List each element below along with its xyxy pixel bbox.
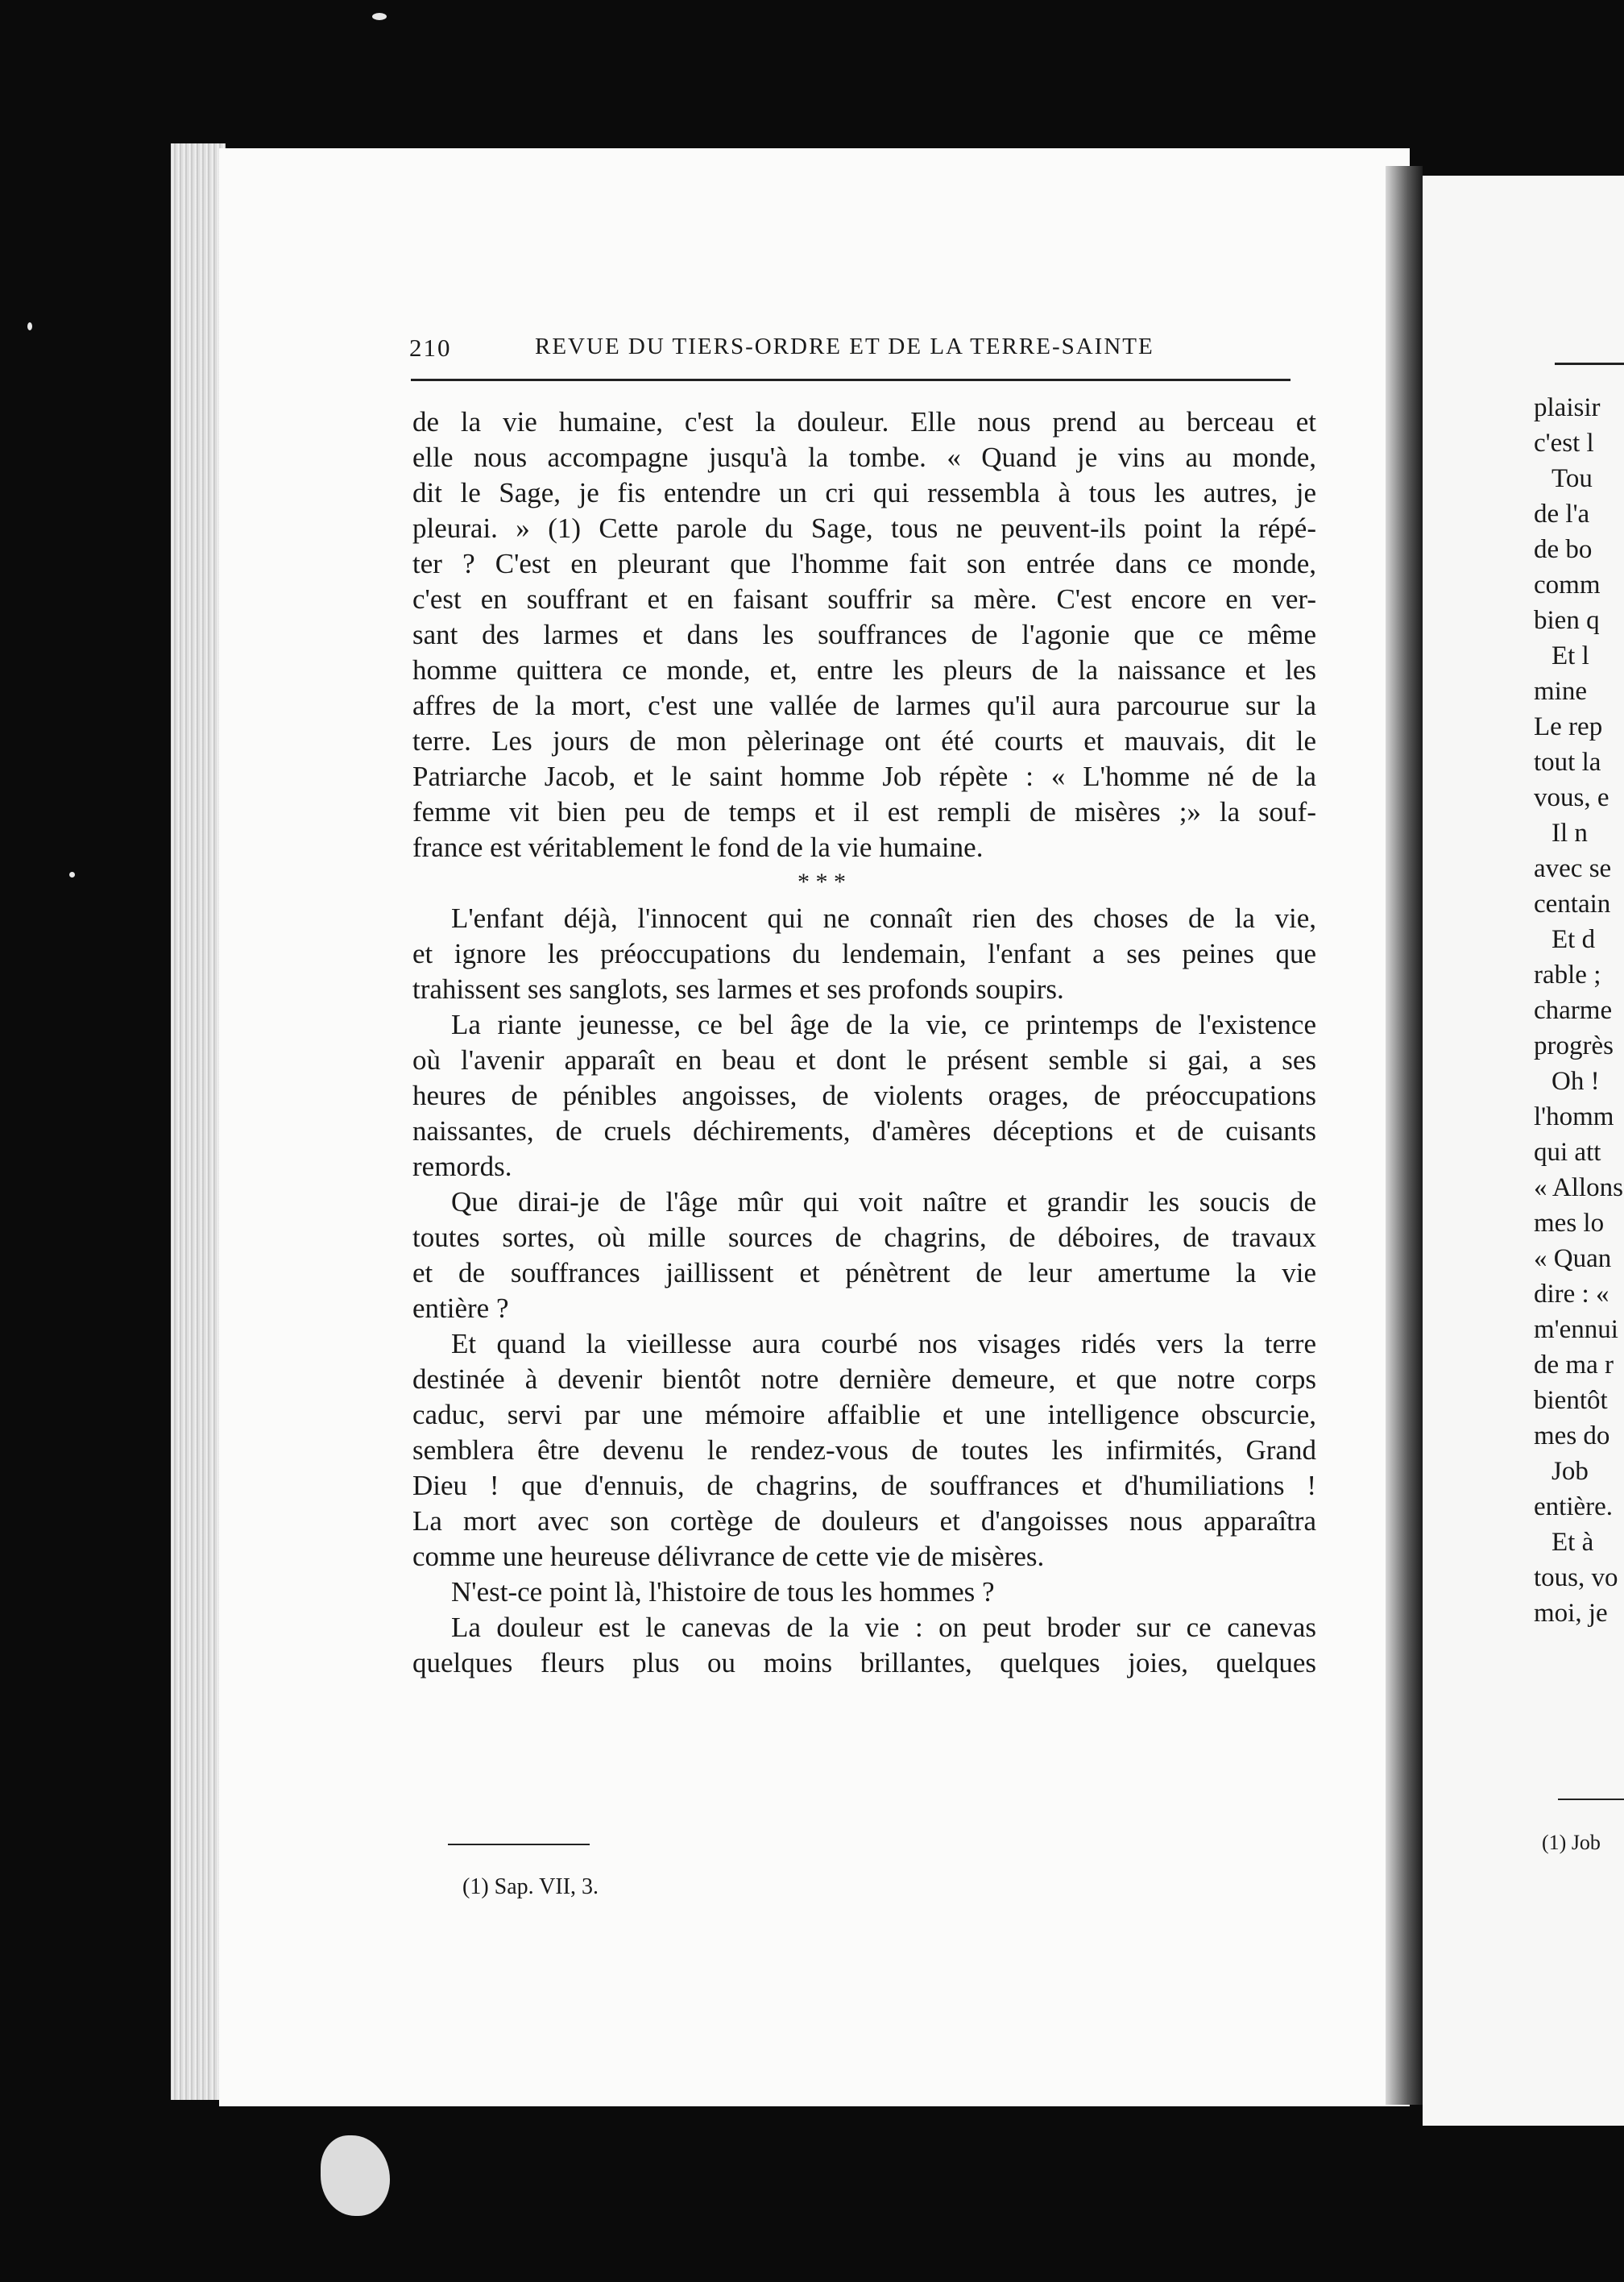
footnote-rule xyxy=(448,1844,590,1845)
right-page-text xyxy=(1534,390,1624,1631)
text-line: et de souffrances jaillissent et pénètrent de leur amertume la vie xyxy=(412,1257,1316,1288)
right-footnote: (1) Job xyxy=(1542,1831,1601,1854)
text-line: progrès xyxy=(1534,1031,1614,1060)
text-line: entière ? xyxy=(412,1292,509,1324)
footnote: (1) Sap. VII, 3. xyxy=(462,1874,599,1899)
text-line: Et d xyxy=(1552,925,1596,954)
text-line: l'homm xyxy=(1534,1102,1614,1131)
text-line: tout la xyxy=(1534,748,1601,777)
text-line: rable ; xyxy=(1534,961,1601,990)
text-line: La mort avec son cortège de douleurs et d'angoisses nous apparaîtra xyxy=(412,1505,1316,1537)
text-line: homme quittera ce monde, et, entre les pleurs de la naissance et les xyxy=(412,654,1316,686)
section-separator xyxy=(412,865,1316,901)
text-line: La douleur est le canevas de la vie : on peut broder sur ce canevas xyxy=(451,1612,1316,1643)
text-line: et ignore les préoccupations du lendemain, l'enfant a ses peines que xyxy=(412,938,1316,969)
text-line: Job xyxy=(1552,1457,1589,1486)
text-line: caduc, servi par une mémoire affaiblie et une intelligence obscurcie, xyxy=(412,1399,1316,1430)
text-line: moi, je xyxy=(1534,1599,1608,1628)
text-line: Dieu ! que d'ennuis, de chagrins, de souffrances et d'humiliations ! xyxy=(412,1470,1316,1501)
page-header xyxy=(409,334,1287,366)
text-line: « Allons xyxy=(1534,1173,1623,1202)
text-line: mine xyxy=(1534,677,1587,706)
asterism: * * * xyxy=(798,869,846,895)
text-line: où l'avenir apparaît en beau et dont le présent semble si gai, a ses xyxy=(412,1044,1316,1076)
dust-speck xyxy=(372,13,387,20)
text-line: toutes sortes, où mille sources de chagrins, de déboires, de travaux xyxy=(412,1222,1316,1253)
text-line: comme une heureuse délivrance de cette vie de misères. xyxy=(412,1541,1045,1572)
body-text xyxy=(412,405,1316,1681)
dust-speck xyxy=(321,2135,390,2216)
text-line: elle nous accompagne jusqu'à la tombe. « Quand je vins au monde, xyxy=(412,442,1316,473)
text-line: Et quand la vieillesse aura courbé nos visages ridés vers la terre xyxy=(451,1328,1316,1359)
right-header-rule xyxy=(1555,363,1624,365)
text-line: avec se xyxy=(1534,854,1612,883)
text-line: destinée à devenir bientôt notre dernière demeure, et que notre corps xyxy=(412,1363,1316,1395)
page-stack-edge xyxy=(171,143,226,2100)
text-line: de ma r xyxy=(1534,1351,1614,1380)
text-line: bien q xyxy=(1534,606,1600,635)
text-line: Le rep xyxy=(1534,712,1603,741)
text-line: de bo xyxy=(1534,535,1593,564)
text-line: comm xyxy=(1534,570,1601,600)
text-line: dit le Sage, je fis entendre un cri qui ressembla à tous les autres, je xyxy=(412,477,1316,508)
text-line: c'est en souffrant et en faisant souffrir sa mère. C'est encore en ver- xyxy=(412,583,1316,615)
text-line: femme vit bien peu de temps et il est rempli de misères ;» la souf- xyxy=(412,796,1316,828)
text-line: Tou xyxy=(1552,464,1593,493)
text-line: c'est l xyxy=(1534,429,1594,458)
text-line: Et l xyxy=(1552,641,1589,670)
text-line: bientôt xyxy=(1534,1386,1608,1415)
header-rule xyxy=(411,379,1290,381)
text-line: sant des larmes et dans les souffrances de l'agonie que ce même xyxy=(412,619,1316,650)
text-line: Patriarche Jacob, et le saint homme Job répète : « L'homme né de la xyxy=(412,761,1316,792)
text-line: ter ? C'est en pleurant que l'homme fait son entrée dans ce monde, xyxy=(412,548,1316,579)
text-line: « Quan xyxy=(1534,1244,1612,1273)
text-line: pleurai. » (1) Cette parole du Sage, tous ne peuvent-ils point la répé- xyxy=(412,512,1316,544)
text-line: Que dirai-je de l'âge mûr qui voit naître et grandir les soucis de xyxy=(451,1186,1316,1218)
text-line: remords. xyxy=(412,1151,512,1182)
text-line: trahissent ses sanglots, ses larmes et ses profonds soupirs. xyxy=(412,973,1064,1005)
text-line: charme xyxy=(1534,996,1613,1025)
text-line: qui att xyxy=(1534,1138,1601,1167)
text-line: entière. xyxy=(1534,1492,1614,1521)
text-line: centain xyxy=(1534,890,1611,919)
text-line: mes do xyxy=(1534,1421,1610,1450)
text-line: semblera être devenu le rendez-vous de toutes les infirmités, Grand xyxy=(412,1434,1316,1466)
text-line: La riante jeunesse, ce bel âge de la vie, ce printemps de l'existence xyxy=(451,1009,1316,1040)
text-line: tous, vo xyxy=(1534,1563,1618,1592)
text-line: Il n xyxy=(1552,819,1588,848)
text-line: affres de la mort, c'est une vallée de larmes qu'il aura parcourue sur la xyxy=(412,690,1316,721)
book-gutter xyxy=(1386,166,1423,2105)
text-line: m'ennui xyxy=(1534,1315,1618,1344)
text-line: dire : « xyxy=(1534,1280,1610,1309)
running-title: REVUE DU TIERS-ORDRE ET DE LA TERRE-SAINTE xyxy=(535,334,1154,359)
text-line: mes lo xyxy=(1534,1209,1605,1238)
text-line: de l'a xyxy=(1534,500,1590,529)
text-line: terre. Les jours de mon pèlerinage ont été courts et mauvais, dit le xyxy=(412,725,1316,757)
right-footnote-rule xyxy=(1558,1799,1624,1800)
text-line: france est véritablement le fond de la vie humaine. xyxy=(412,832,984,863)
text-line: plaisir xyxy=(1534,393,1601,422)
text-line: heures de pénibles angoisses, de violents orages, de préoccupations xyxy=(412,1080,1316,1111)
text-line: de la vie humaine, c'est la douleur. Elle nous prend au berceau et xyxy=(412,406,1316,438)
text-line: L'enfant déjà, l'innocent qui ne connaît rien des choses de la vie, xyxy=(451,902,1316,934)
text-line: quelques fleurs plus ou moins brillantes, quelques joies, quelques xyxy=(412,1647,1316,1678)
text-line: Et à xyxy=(1552,1528,1594,1557)
page-number: 210 xyxy=(409,334,452,362)
dust-speck xyxy=(27,322,32,330)
text-line: naissantes, de cruels déchirements, d'amères déceptions et de cuisants xyxy=(412,1115,1316,1147)
text-line: Oh ! xyxy=(1552,1067,1600,1096)
text-line: vous, e xyxy=(1534,783,1610,812)
text-line: N'est-ce point là, l'histoire de tous les hommes ? xyxy=(451,1576,995,1608)
dust-speck xyxy=(69,872,75,878)
